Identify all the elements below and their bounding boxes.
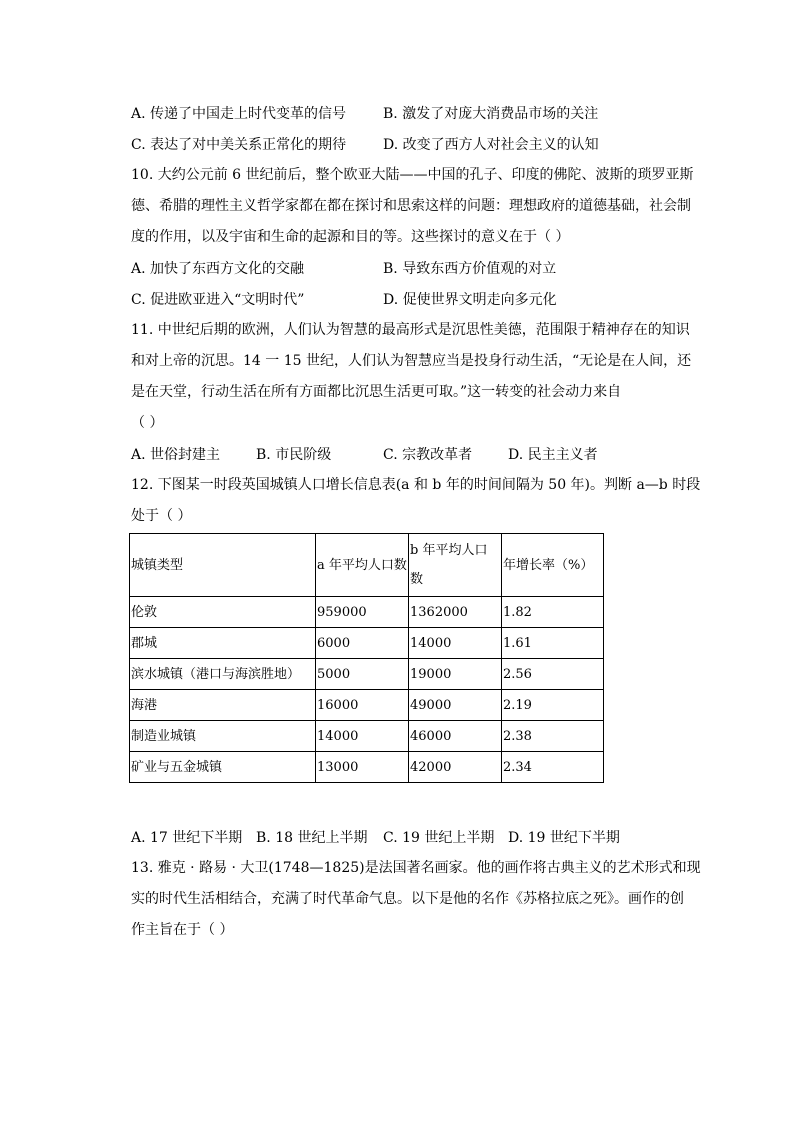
table-cell: 2.38 xyxy=(502,721,604,752)
q11-option-a: A. 世俗封建主 xyxy=(131,447,221,463)
table-cell: 46000 xyxy=(409,721,502,752)
table-row xyxy=(130,628,604,659)
q12-option-d: D. 19 世纪下半期 xyxy=(508,830,620,846)
q11-option-c: C. 宗教改革者 xyxy=(383,447,473,463)
q11-option-d: D. 民主主义者 xyxy=(508,447,598,463)
table-header-row xyxy=(130,534,604,597)
table-cell: 2.19 xyxy=(502,690,604,721)
table-cell: 2.56 xyxy=(502,659,604,690)
table-cell: 制造业城镇 xyxy=(130,721,316,752)
table-header-cell: 城镇类型 xyxy=(130,534,316,597)
q13-stem-line-3: 作主旨在于（ ） xyxy=(131,922,234,938)
q9-option-d: D. 改变了西方人对社会主义的认知 xyxy=(383,137,599,153)
q10-stem-line-3: 度的作用，以及宇宙和生命的起源和目的等。这些探讨的意义在于（ ） xyxy=(131,229,570,245)
q11-answer-bracket: （ ） xyxy=(131,415,164,431)
population-table xyxy=(129,533,604,783)
table-cell: 14000 xyxy=(316,721,409,752)
q9-option-c: C. 表达了对中美关系正常化的期待 xyxy=(131,137,347,153)
table-cell: 19000 xyxy=(409,659,502,690)
table-cell: 矿业与五金城镇 xyxy=(130,752,316,783)
q12-option-a: A. 17 世纪下半期 xyxy=(131,830,243,846)
q10-stem-line-2: 德、希腊的理性主义哲学家都在都在探讨和思索这样的问题：理想政府的道德基础，社会制 xyxy=(131,198,691,214)
q10-option-b: B. 导致东西方价值观的对立 xyxy=(383,261,557,277)
q10-stem-line-1: 10. 大约公元前 6 世纪前后，整个欧亚大陆——中国的孔子、印度的佛陀、波斯的琐罗亚斯 xyxy=(131,167,694,183)
table-row xyxy=(130,721,604,752)
q11-stem-line-1: 11. 中世纪后期的欧洲，人们认为智慧的最高形式是沉思性美德，范围限于精神存在的知识 xyxy=(131,322,690,338)
q10-option-a: A. 加快了东西方文化的交融 xyxy=(131,261,305,277)
table-cell: 49000 xyxy=(409,690,502,721)
table-cell: 1.61 xyxy=(502,628,604,659)
q12-stem-line-1: 12. 下图某一时段英国城镇人口增长信息表(a 和 b 年的时间间隔为 50 年)。判断 a—b 时段 xyxy=(131,477,701,493)
table-header-cell: a 年平均人口数 xyxy=(316,534,409,597)
table-cell: 16000 xyxy=(316,690,409,721)
q9-option-a: A. 传递了中国走上时代变革的信号 xyxy=(131,106,347,122)
table-row xyxy=(130,597,604,628)
table-cell: 滨水城镇（港口与海滨胜地） xyxy=(130,659,316,690)
q13-stem-line-1: 13. 雅克 · 路易 · 大卫(1748—1825)是法国著名画家。他的画作将古典主义的艺术形式和现 xyxy=(131,860,701,876)
table-row xyxy=(130,659,604,690)
q12-stem-line-2: 处于（ ） xyxy=(131,508,192,524)
q9-option-b: B. 激发了对庞大消费品市场的关注 xyxy=(383,106,599,122)
table-cell: 1362000 xyxy=(409,597,502,628)
table-cell: 海港 xyxy=(130,690,316,721)
q10-option-c: C. 促进欧亚进入“文明时代” xyxy=(131,292,305,308)
table-cell: 伦敦 xyxy=(130,597,316,628)
table-cell: 1.82 xyxy=(502,597,604,628)
q10-option-d: D. 促使世界文明走向多元化 xyxy=(383,292,557,308)
q11-stem-line-3: 是在天堂，行动生活在所有方面都比沉思生活更可取。”这一转变的社会动力来自 xyxy=(131,384,622,400)
table-row xyxy=(130,690,604,721)
table-cell: 2.34 xyxy=(502,752,604,783)
table-cell: 42000 xyxy=(409,752,502,783)
table-cell: 郡城 xyxy=(130,628,316,659)
q13-stem-line-2: 实的时代生活相结合，充满了时代革命气息。以下是他的名作《苏格拉底之死》。画作的创 xyxy=(131,891,684,907)
table-cell: 13000 xyxy=(316,752,409,783)
table-header-cell: b 年平均人口数 xyxy=(409,534,502,597)
table-cell: 14000 xyxy=(409,628,502,659)
table-row xyxy=(130,752,604,783)
q12-option-b: B. 18 世纪上半期 xyxy=(256,830,368,846)
q11-stem-line-2: 和对上帝的沉思。14 一 15 世纪，人们认为智慧应当是投身行动生活，“无论是在人间，还 xyxy=(131,353,692,369)
table-header-cell: 年增长率（%） xyxy=(502,534,604,597)
table-cell: 959000 xyxy=(316,597,409,628)
q12-option-c: C. 19 世纪上半期 xyxy=(383,830,495,846)
table-cell: 6000 xyxy=(316,628,409,659)
q11-option-b: B. 市民阶级 xyxy=(256,447,332,463)
table-cell: 5000 xyxy=(316,659,409,690)
